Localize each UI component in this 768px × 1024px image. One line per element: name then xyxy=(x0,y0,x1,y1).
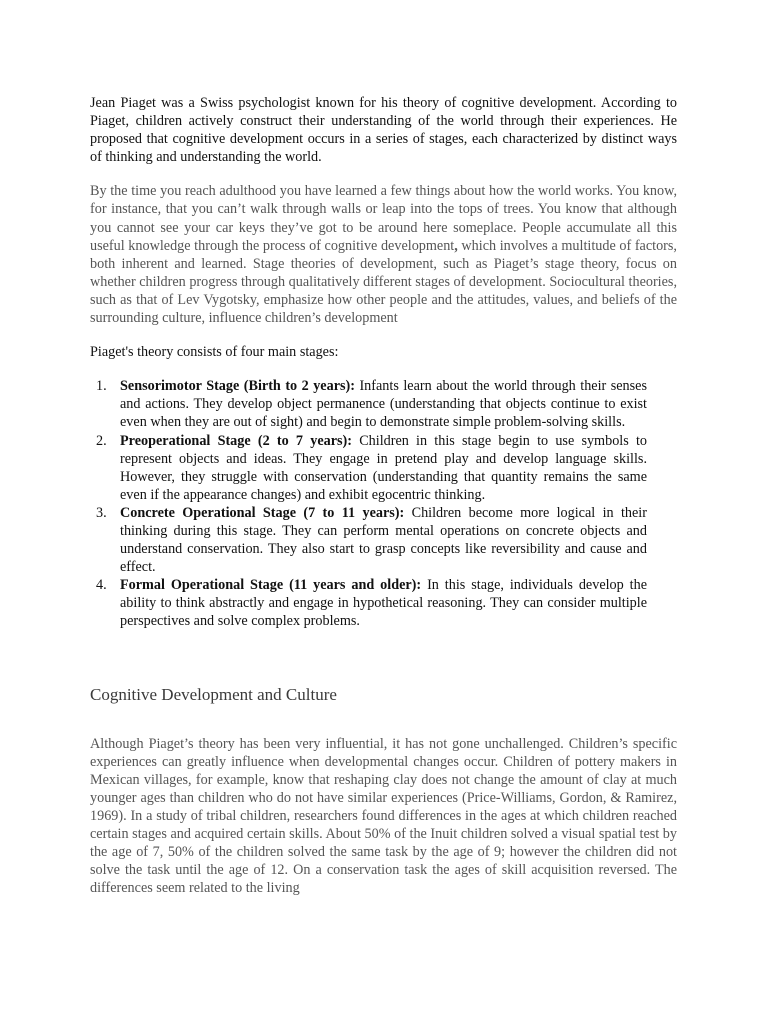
stage-title: Sensorimotor Stage (Birth to 2 years): xyxy=(120,378,355,395)
culture-paragraph: Although Piaget’s theory has been very influential, it has not gone unchallenged. Children’s specific experiences can greatly influence when developmental changes occur. Children of pottery makers in Mexican villages, for example, know that reshaping clay does not change the amount of clay at much younger ages than children who do not have similar experiences (Price-Williams, Gordon, & Ramirez, 1969). In a study of tribal children, researchers found differences in the ages at which children reached certain stages and acquired certain skills. About 50% of the Inuit children solved a visual spatial test by the age of 7, 50% of the children solved the same task by the age of 9; however the children did not solve the task until the age of 12. On a conservation task the ages of skill acquisition reversed. The differences seem related to the living xyxy=(90,735,677,897)
stage-description: In this stage, individuals develop the ability to think abstractly and engage in hypothetical reasoning. They can consider multiple perspectives and solve complex problems. xyxy=(120,577,647,630)
adulthood-bold-comma: , xyxy=(454,237,458,254)
list-number: 4. xyxy=(96,577,107,594)
stage-description: Children in this stage begin to use symbols to represent objects and ideas. They engage in pretend play and develop language skills. However, they struggle with conservation (understanding that quantity remains the same even if the appearance changes) and exhibit egocentric thinking. xyxy=(120,432,647,503)
list-number: 1. xyxy=(96,378,107,395)
list-number: 2. xyxy=(96,432,107,449)
list-item-sensorimotor xyxy=(90,377,647,431)
list-number: 3. xyxy=(96,504,107,521)
adulthood-text-start: By the time you reach adulthood you have learned a few things about how the world works. You know, for instance, that you can’t walk through walls or leap into the tops of trees. You know that although you cannot see your car keys they’ve got to be around here someplace. People accumulate all this useful knowledge through the process of cognitive development xyxy=(90,183,677,254)
stage-description: Children become more logical in their thinking during this stage. They can perform mental operations on concrete objects and understand conservation. They also start to grasp concepts like reversibility and cause and effect. xyxy=(120,504,647,576)
list-item-formal-operational xyxy=(90,576,647,630)
stage-description: Infants learn about the world through their senses and actions. They develop object permanence (understanding that objects continue to exist even when they are out of sight) and begin to demonstrate simple problem-solving skills. xyxy=(120,378,647,431)
intro-paragraph: Jean Piaget was a Swiss psychologist known for his theory of cognitive development. According to Piaget, children actively construct their understanding of the world through their experiences. He proposed that cognitive development occurs in a series of stages, each characterized by distinct ways of thinking and understanding the world. xyxy=(90,95,677,166)
adulthood-paragraph xyxy=(90,182,677,327)
list-item-concrete-operational xyxy=(90,504,647,576)
stages-list xyxy=(90,377,677,630)
section-heading: Cognitive Development and Culture xyxy=(90,684,337,704)
document-page xyxy=(90,94,677,897)
stages-intro: Piaget's theory consists of four main stages: xyxy=(90,344,339,361)
stage-title: Formal Operational Stage (11 years and older): xyxy=(120,577,422,594)
stage-title: Concrete Operational Stage (7 to 11 years): xyxy=(120,504,405,521)
list-item-preoperational xyxy=(90,432,647,504)
stage-title: Preoperational Stage (2 to 7 years): xyxy=(120,432,352,449)
adulthood-text-end: which involves a multitude of factors, both inherent and learned. Stage theories of development, such as Piaget’s stage theory, focus on whether children progress through qualitatively different stages of development. Sociocultural theories, such as that of Lev Vygotsky, emphasize how other people and the attitudes, values, and beliefs of the surrounding culture, influence children’s development xyxy=(90,237,677,327)
